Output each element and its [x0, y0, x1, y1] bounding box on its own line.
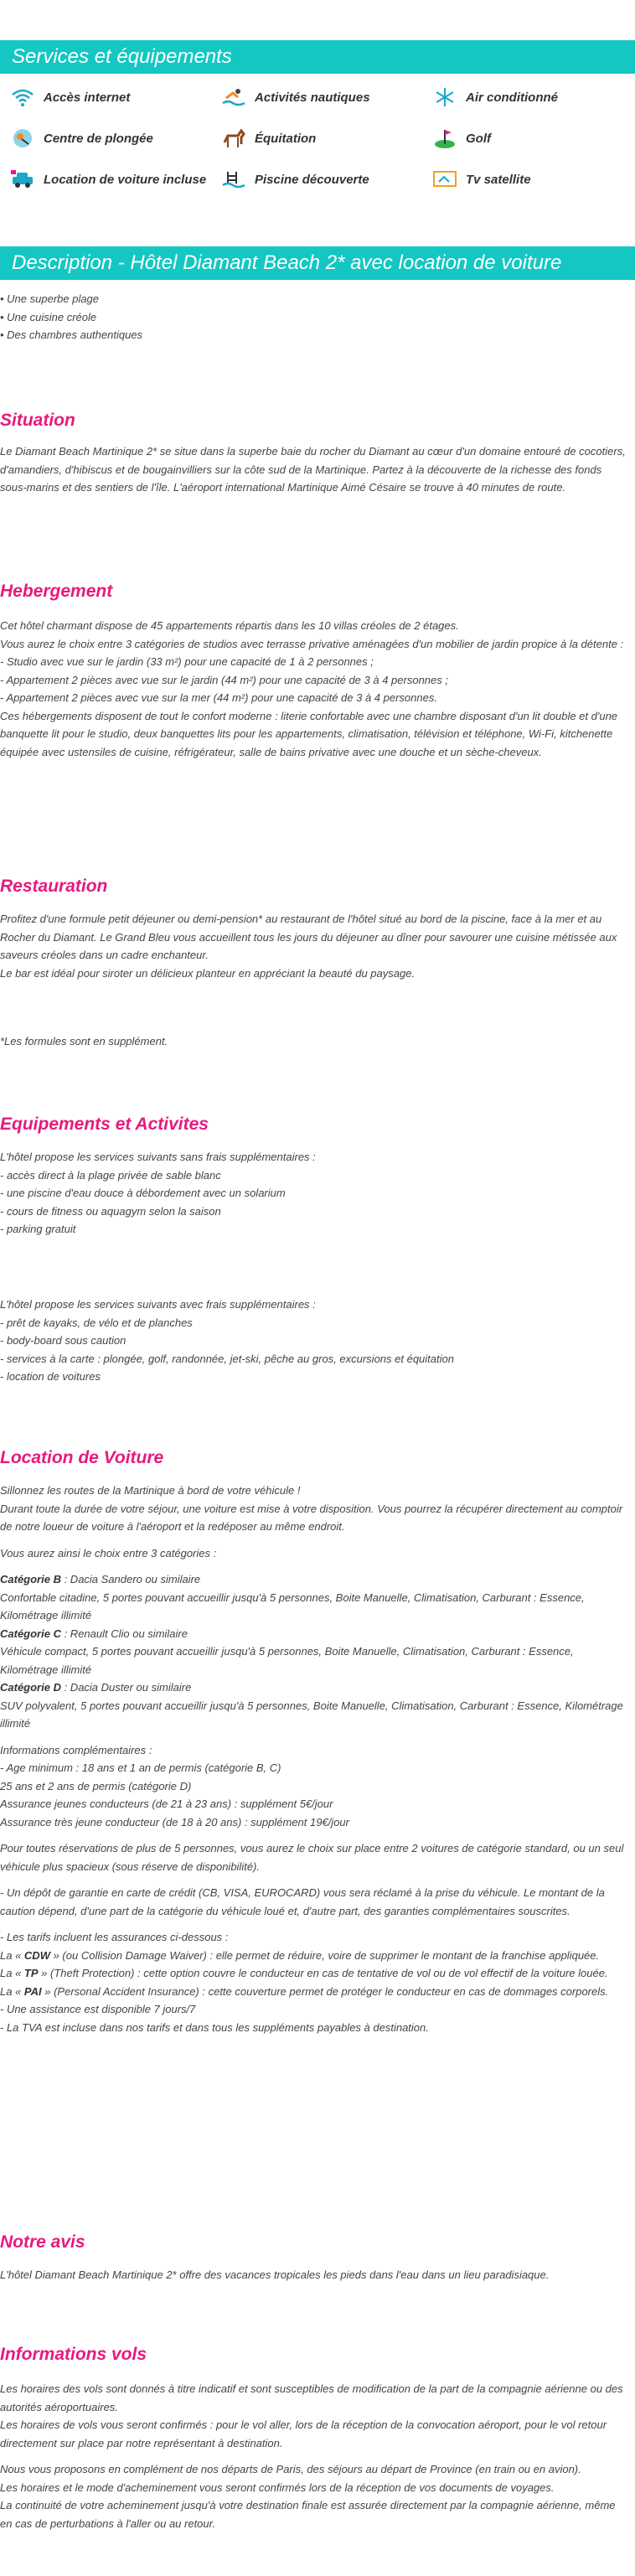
pool-icon — [221, 168, 246, 190]
equipements-item: - accès direct à la plage privée de sable blanc — [0, 1168, 221, 1182]
category-b-model: : Dacia Sandero ou similaire — [60, 1573, 201, 1585]
location-line: Sillonnez les routes de la Martinique à bord de votre véhicule ! — [0, 1484, 301, 1497]
insurance-intro: - Les tarifs incluent les assurances ci-dessous : — [0, 1931, 229, 1943]
info-line: Assurance très jeune conducteur (de 18 à 20 ans) : supplément 19€/jour — [0, 1815, 349, 1829]
situation-text — [0, 442, 630, 497]
category-b-desc: Confortable citadine, 5 portes pouvant accueillir jusqu'à 5 personnes, Boite Manuelle, Climatisation, Carburant : Essence, Kilométrage illimité — [0, 1591, 585, 1622]
situation-paragraph: Le Diamant Beach Martinique 2* se situe dans la superbe baie du rocher du Diamant au cœur d'un domaine entouré de cocotiers, d'amandiers, d'hibiscus et de bougainvilliers sur la côte sud de la Martinique. Partez à la découverte de la richesse des fonds sous-marins et des sentiers de l'île. L'aéroport international Martinique Aimé Césaire se trouve à 40 minutes de route. — [0, 445, 626, 494]
amenity-label: Piscine découverte — [255, 172, 369, 187]
vols-line: Nous vous proposons en complément de nos départs de Paris, des séjours au départ de Province (en train ou en avion). — [0, 2463, 581, 2475]
equipements-item: - prêt de kayaks, de vélo et de planches — [0, 1316, 193, 1329]
location-deposit: - Un dépôt de garantie en carte de crédit (CB, VISA, EUROCARD) vous sera réclamé à la prise du véhicule. Le montant de la caution dépend, d'une part de la catégorie du véhicule loué et, d'autre part, des garanties complémentaires souscrites. — [0, 1886, 605, 1917]
diver-icon — [10, 127, 35, 149]
amenity-ac — [432, 85, 558, 109]
car-icon — [10, 168, 35, 190]
insurance-pai — [0, 1983, 630, 2001]
avis-heading: Notre avis — [0, 2232, 85, 2252]
restauration-line: Profitez d'une formule petit déjeuner ou demi-pension* au restaurant de l'hôtel situé au bord de la piscine, face à la mer et au Rocher du Diamant. Le Grand Bleu vous accueillent tous les jours du déjeuner au dîner pour savourer une cuisine métissée aux saveurs créoles dans un cadre enchanteur. — [0, 913, 617, 961]
vols-line: Les horaires des vols sont donnés à titre indicatif et sont susceptibles de modification de la part de la compagnie aérienne ou des autorités aéroportuaires. — [0, 2382, 623, 2413]
location-categories-intro: Vous aurez ainsi le choix entre 3 catégories : — [0, 1546, 217, 1560]
situation-heading: Situation — [0, 411, 75, 430]
highlights-list — [0, 290, 630, 344]
amenity-label: Activités nautiques — [255, 90, 370, 105]
amenity-label: Tv satellite — [466, 172, 531, 187]
equipements-item: - une piscine d'eau douce à débordement avec un solarium — [0, 1187, 286, 1199]
amenity-golf — [432, 127, 491, 150]
cdw-text: » (ou Collision Damage Waiver) : elle permet de réduire, voire de supprimer le montant de la franchise appliquée. — [49, 1948, 600, 1962]
hebergement-text — [0, 617, 630, 761]
equipements-heading: Equipements et Activites — [0, 1115, 209, 1134]
category-b-label: Catégorie B — [0, 1573, 61, 1585]
vols-line: Les horaires de vols vous seront confirmés : pour le vol aller, lors de la réception de la convocation aéroport, pour le vol retour directement sur place par notre représentant à destination. — [0, 2418, 607, 2449]
amenity-label: Équitation — [255, 131, 317, 146]
hebergement-line: Ces hébergements disposent de tout le confort moderne : literie confortable avec une chambre disposant d'un lit double et d'une banquette lit pour le studio, deux banquettes lits pour les appartements, climatisation, télévision et téléphone, Wi-Fi, kitchenette équipée avec ustensiles de cuisine, réfrigérateur, salle de bains privative avec une douche et un sèche-cheveux. — [0, 709, 618, 758]
pai-text: » (Personal Accident Insurance) : cette couverture permet de protéger le conducteur en cas de dommages corporels. — [41, 1984, 609, 1998]
equipements-free — [0, 1148, 630, 1239]
restauration-text — [0, 910, 630, 982]
vols-heading: Informations vols — [0, 2345, 147, 2364]
category-c-label: Catégorie C — [0, 1627, 61, 1640]
category-b — [0, 1570, 630, 1589]
insurance-tp — [0, 1964, 630, 1983]
amenity-label: Accès internet — [44, 90, 131, 105]
equipements-paid-intro: L'hôtel propose les services suivants avec frais supplémentaires : — [0, 1298, 316, 1311]
wifi-icon — [10, 86, 35, 108]
amenity-car — [10, 168, 206, 191]
category-d — [0, 1679, 630, 1697]
hebergement-line: - Appartement 2 pièces avec vue sur la mer (44 m²) pour une capacité de 3 à 4 personnes. — [0, 691, 437, 704]
hebergement-heading: Hebergement — [0, 582, 113, 601]
tp-text: » (Theft Protection) : cette option couvre le conducteur en cas de tentative de vol ou de vol effectif de la voiture louée. — [38, 1967, 608, 1979]
pai-label: PAI — [23, 1984, 42, 1998]
info-line: Assurance jeunes conducteurs (de 21 à 23 ans) : supplément 5€/jour — [0, 1798, 333, 1810]
category-c-model: : Renault Clio ou similaire — [60, 1627, 188, 1640]
amenity-nautical — [221, 85, 370, 109]
info-line: - Age minimum : 18 ans et 1 an de permis (catégorie B, C) — [0, 1761, 281, 1774]
location-heading: Location de Voiture — [0, 1448, 164, 1467]
vols-line: La continuité de votre acheminement jusqu'à votre destination finale est assurée directement par la compagnie aérienne, même en cas de perturbations à l'aller ou au retour. — [0, 2499, 616, 2530]
location-line: Durant toute la durée de votre séjour, une voiture est mise à votre disposition. Vous pourrez la récupérer directement au comptoir de notre loueur de voiture à l'aéroport et la redéposer au même endroit. — [0, 1502, 623, 1533]
golf-icon — [432, 127, 457, 149]
info-line: Informations complémentaires : — [0, 1743, 152, 1756]
category-c — [0, 1625, 630, 1643]
amenity-label: Location de voiture incluse — [44, 172, 207, 187]
category-d-desc: SUV polyvalent, 5 portes pouvant accueillir jusqu'à 5 personnes, Boite Manuelle, Climatisation, Carburant : Essence, Kilométrage illimité — [0, 1699, 623, 1730]
amenity-label: Golf — [466, 131, 491, 146]
tv-icon — [432, 168, 457, 190]
tp-label: TP — [23, 1967, 39, 1979]
highlight-item: • Une superbe plage — [0, 292, 100, 305]
category-c-desc: Véhicule compact, 5 portes pouvant accueillir jusqu'à 5 personnes, Boite Manuelle, Climatisation, Carburant : Essence, Kilométrage illimité — [0, 1645, 574, 1676]
amenity-label: Centre de plongée — [44, 131, 153, 146]
equipements-item: - location de voitures — [0, 1370, 101, 1383]
amenity-internet — [10, 85, 130, 109]
cdw-label: CDW — [23, 1948, 50, 1962]
amenity-diving — [10, 127, 153, 150]
services-title: Services et équipements — [0, 40, 635, 74]
hebergement-line: - Appartement 2 pièces avec vue sur le jardin (44 m²) pour une capacité de 3 à 4 personnes ; — [0, 673, 448, 686]
vols-text — [0, 2380, 630, 2532]
location-groups: Pour toutes réservations de plus de 5 personnes, vous aurez le choix sur place entre 2 voitures de catégorie standard, ou un seul véhicule plus spacieux (sous réserve de disponibilité). — [0, 1842, 624, 1873]
amenity-horse — [221, 127, 316, 150]
vols-line: Les horaires et le mode d'acheminement vous seront confirmés lors de la réception de vos documents de voyages. — [0, 2480, 555, 2494]
hebergement-line: - Studio avec vue sur le jardin (33 m²) pour une capacité de 1 à 2 personnes ; — [0, 655, 374, 668]
equipements-item: - services à la carte : plongée, golf, randonnée, jet-ski, pêche au gros, excursions et équitation — [0, 1352, 454, 1365]
insurance-prefix: La « — [0, 1948, 24, 1962]
restauration-note: *Les formules sont en supplément. — [0, 1035, 168, 1047]
restauration-heading: Restauration — [0, 877, 108, 896]
amenity-label: Air conditionné — [466, 90, 558, 105]
restauration-line: Le bar est idéal pour siroter un délicieux planteur en appréciant la beauté du paysage. — [0, 966, 416, 980]
description-title: Description - Hôtel Diamant Beach 2* avec location de voiture — [0, 246, 635, 280]
assistance-line: - Une assistance est disponible 7 jours/7 — [0, 2003, 196, 2015]
equipements-item: - cours de fitness ou aquagym selon la saison — [0, 1204, 221, 1218]
category-d-model: : Dacia Duster ou similaire — [60, 1681, 192, 1694]
snowflake-icon — [432, 86, 457, 108]
avis-text: L'hôtel Diamant Beach Martinique 2* offre des vacances tropicales les pieds dans l'eau dans un lieu paradisiaque. — [0, 2268, 550, 2281]
hebergement-line: Cet hôtel charmant dispose de 45 appartements répartis dans les 10 villas créoles de 2 étages. — [0, 619, 459, 632]
insurance-prefix: La « — [0, 1967, 24, 1979]
hebergement-line: Vous aurez le choix entre 3 catégories de studios avec terrasse privative aménagées d'un mobilier de jardin propice à la détente : — [0, 637, 624, 650]
swimmer-icon — [221, 86, 246, 108]
insurance-prefix: La « — [0, 1984, 24, 1998]
equipements-paid — [0, 1296, 630, 1386]
amenity-pool — [221, 168, 369, 191]
highlight-item: • Une cuisine créole — [0, 310, 97, 323]
highlight-item: • Des chambres authentiques — [0, 328, 143, 341]
equipements-item: - body-board sous caution — [0, 1334, 126, 1347]
location-text — [0, 1482, 630, 2036]
horse-icon — [221, 127, 246, 149]
equipements-item: - parking gratuit — [0, 1223, 76, 1235]
info-line: 25 ans et 2 ans de permis (catégorie D) — [0, 1779, 192, 1792]
insurance-cdw — [0, 1947, 630, 1965]
category-d-label: Catégorie D — [0, 1681, 61, 1694]
amenity-tv — [432, 168, 531, 191]
tva-line: - La TVA est incluse dans nos tarifs et dans tous les suppléments payables à destination. — [0, 2020, 429, 2034]
equipements-free-intro: L'hôtel propose les services suivants sans frais supplémentaires : — [0, 1151, 316, 1163]
